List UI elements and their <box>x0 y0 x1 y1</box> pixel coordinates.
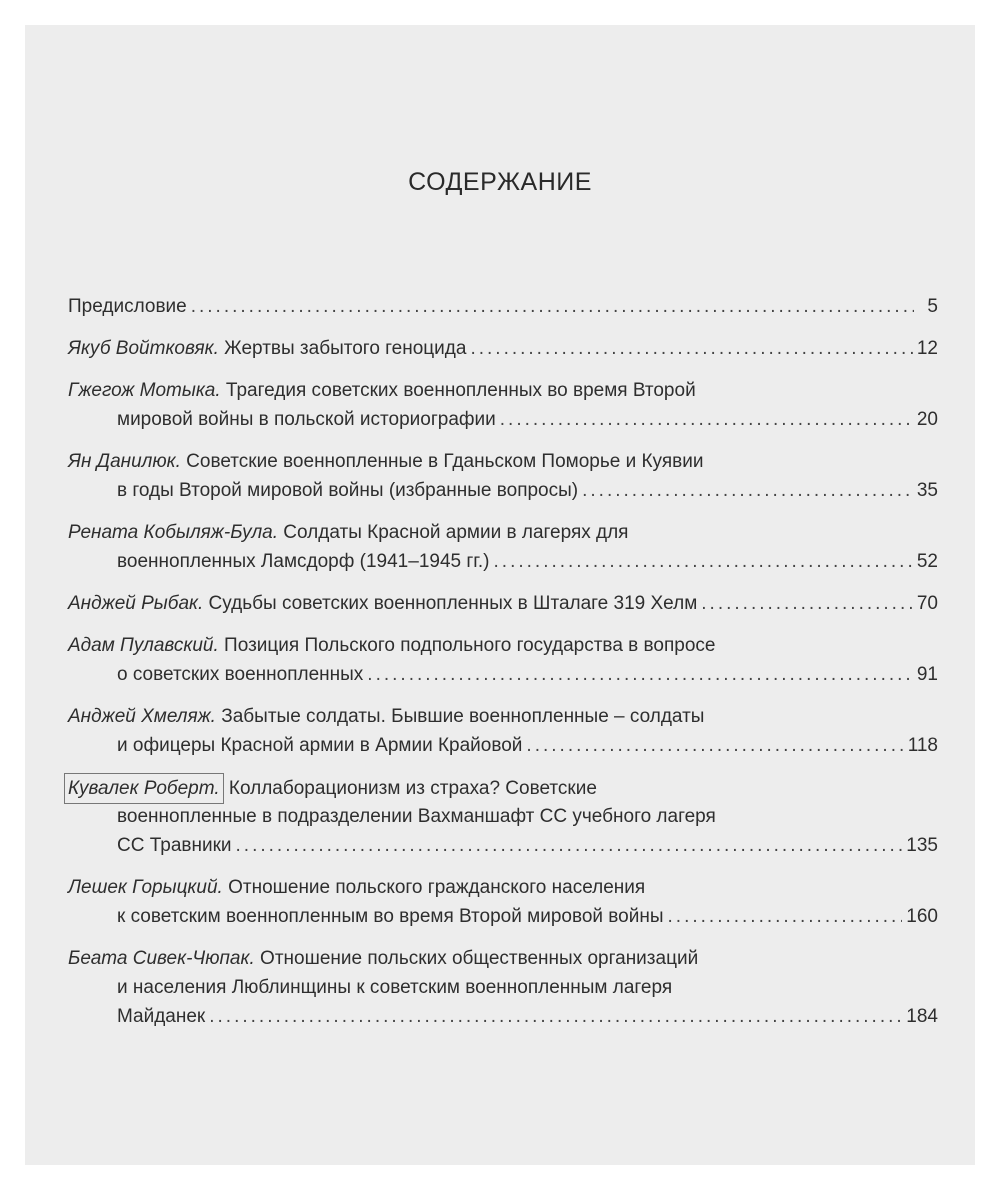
dot-leader <box>209 1002 902 1031</box>
toc-line <box>68 702 938 731</box>
toc-line <box>68 773 938 802</box>
entry-title: военнопленные в подразделении Вахманшафт СС учебного лагеря <box>117 806 716 827</box>
entry-author: Беата Сивек-Чюпак. <box>68 948 255 969</box>
entry-title: к советским военнопленным во время Второй мировой войны <box>117 906 664 927</box>
toc-line <box>68 902 938 931</box>
toc-line <box>68 476 938 505</box>
entry-title: Советские военнопленные в Гданьском Поморье и Куявии <box>180 451 704 472</box>
dot-leader <box>668 902 903 931</box>
page-number: 70 <box>916 593 938 614</box>
entry-title: Предисловие <box>68 296 187 317</box>
toc-entry <box>68 589 938 618</box>
toc-entry <box>68 773 938 860</box>
toc-line <box>68 731 938 760</box>
toc-line <box>68 660 938 689</box>
dot-leader <box>236 831 903 860</box>
toc-entry <box>68 518 938 576</box>
entry-title: Судьбы советских военнопленных в Шталаге 319 Хелм <box>203 593 698 614</box>
toc-entry <box>68 944 938 1031</box>
entry-author: Лешек Горыцкий. <box>68 877 223 898</box>
toc-line <box>68 447 938 476</box>
toc-line <box>68 405 938 434</box>
book-page <box>25 25 975 1165</box>
toc-line <box>68 873 938 902</box>
page-number: 184 <box>906 1006 938 1027</box>
toc-line <box>68 518 938 547</box>
dot-leader <box>526 731 903 760</box>
entry-author: Кувалек Роберт. <box>64 773 224 804</box>
toc-line <box>68 1002 938 1031</box>
entry-author: Якуб Войтковяк. <box>68 338 219 359</box>
dot-leader <box>367 660 913 689</box>
dot-leader <box>191 292 914 321</box>
toc-entry <box>68 447 938 505</box>
entry-title: Солдаты Красной армии в лагерях для <box>278 522 629 543</box>
entry-title: Трагедия советских военнопленных во время Второй <box>220 380 696 401</box>
entry-title: Позиция Польского подпольного государства в вопросе <box>218 635 716 656</box>
toc-entry <box>68 334 938 363</box>
page-number: 118 <box>907 735 938 756</box>
entry-title: Отношение польских общественных организаций <box>254 948 699 969</box>
toc-line <box>68 802 938 831</box>
dot-leader <box>701 589 913 618</box>
entry-title: о советских военнопленных <box>117 664 364 685</box>
toc-line <box>68 589 938 618</box>
toc-entry <box>68 376 938 434</box>
toc-line <box>68 334 938 363</box>
entry-title: и офицеры Красной армии в Армии Крайовой <box>117 735 523 756</box>
toc-line <box>68 547 938 576</box>
entry-author: Адам Пулавский. <box>68 635 219 656</box>
toc-line <box>68 376 938 405</box>
page-number: 91 <box>916 664 938 685</box>
entry-title: Майданек <box>117 1006 206 1027</box>
entry-title: Отношение польского гражданского населения <box>222 877 646 898</box>
entry-title: мировой войны в польской историографии <box>117 409 496 430</box>
entry-title: Жертвы забытого геноцида <box>218 338 467 359</box>
entry-author: Рената Кобыляж-Була. <box>68 522 279 543</box>
toc-line <box>68 944 938 973</box>
entry-title: Коллаборационизм из страха? Советские <box>223 778 597 799</box>
page-number: 160 <box>906 906 938 927</box>
entry-author: Анджей Хмеляж. <box>68 706 216 727</box>
toc-entry <box>68 702 938 760</box>
table-of-contents <box>68 292 938 1044</box>
entry-title: СС Травники <box>117 835 232 856</box>
entry-title: военнопленных Ламсдорф (1941–1945 гг.) <box>117 551 490 572</box>
dot-leader <box>500 405 913 434</box>
entry-author: Гжегож Мотыка. <box>68 380 221 401</box>
dot-leader <box>582 476 913 505</box>
page-number: 52 <box>916 551 938 572</box>
entry-author: Ян Данилюк. <box>68 451 181 472</box>
dot-leader <box>470 334 912 363</box>
entry-title: и населения Люблинщины к советским военнопленным лагеря <box>117 977 673 998</box>
toc-line <box>68 631 938 660</box>
toc-entry <box>68 292 938 321</box>
toc-line <box>68 973 938 1002</box>
page-number: 5 <box>927 296 938 317</box>
entry-author: Анджей Рыбак. <box>68 593 204 614</box>
toc-entry <box>68 631 938 689</box>
page-number: 12 <box>916 338 938 359</box>
entry-title: Забытые солдаты. Бывшие военнопленные – солдаты <box>215 706 705 727</box>
page-title: СОДЕРЖАНИЕ <box>408 168 592 196</box>
dot-leader <box>494 547 913 576</box>
toc-line <box>68 292 938 321</box>
toc-line <box>68 831 938 860</box>
toc-entry <box>68 873 938 931</box>
page-number: 20 <box>916 409 938 430</box>
page-number: 135 <box>906 835 938 856</box>
page-number: 35 <box>916 480 938 501</box>
entry-title: в годы Второй мировой войны (избранные вопросы) <box>117 480 579 501</box>
